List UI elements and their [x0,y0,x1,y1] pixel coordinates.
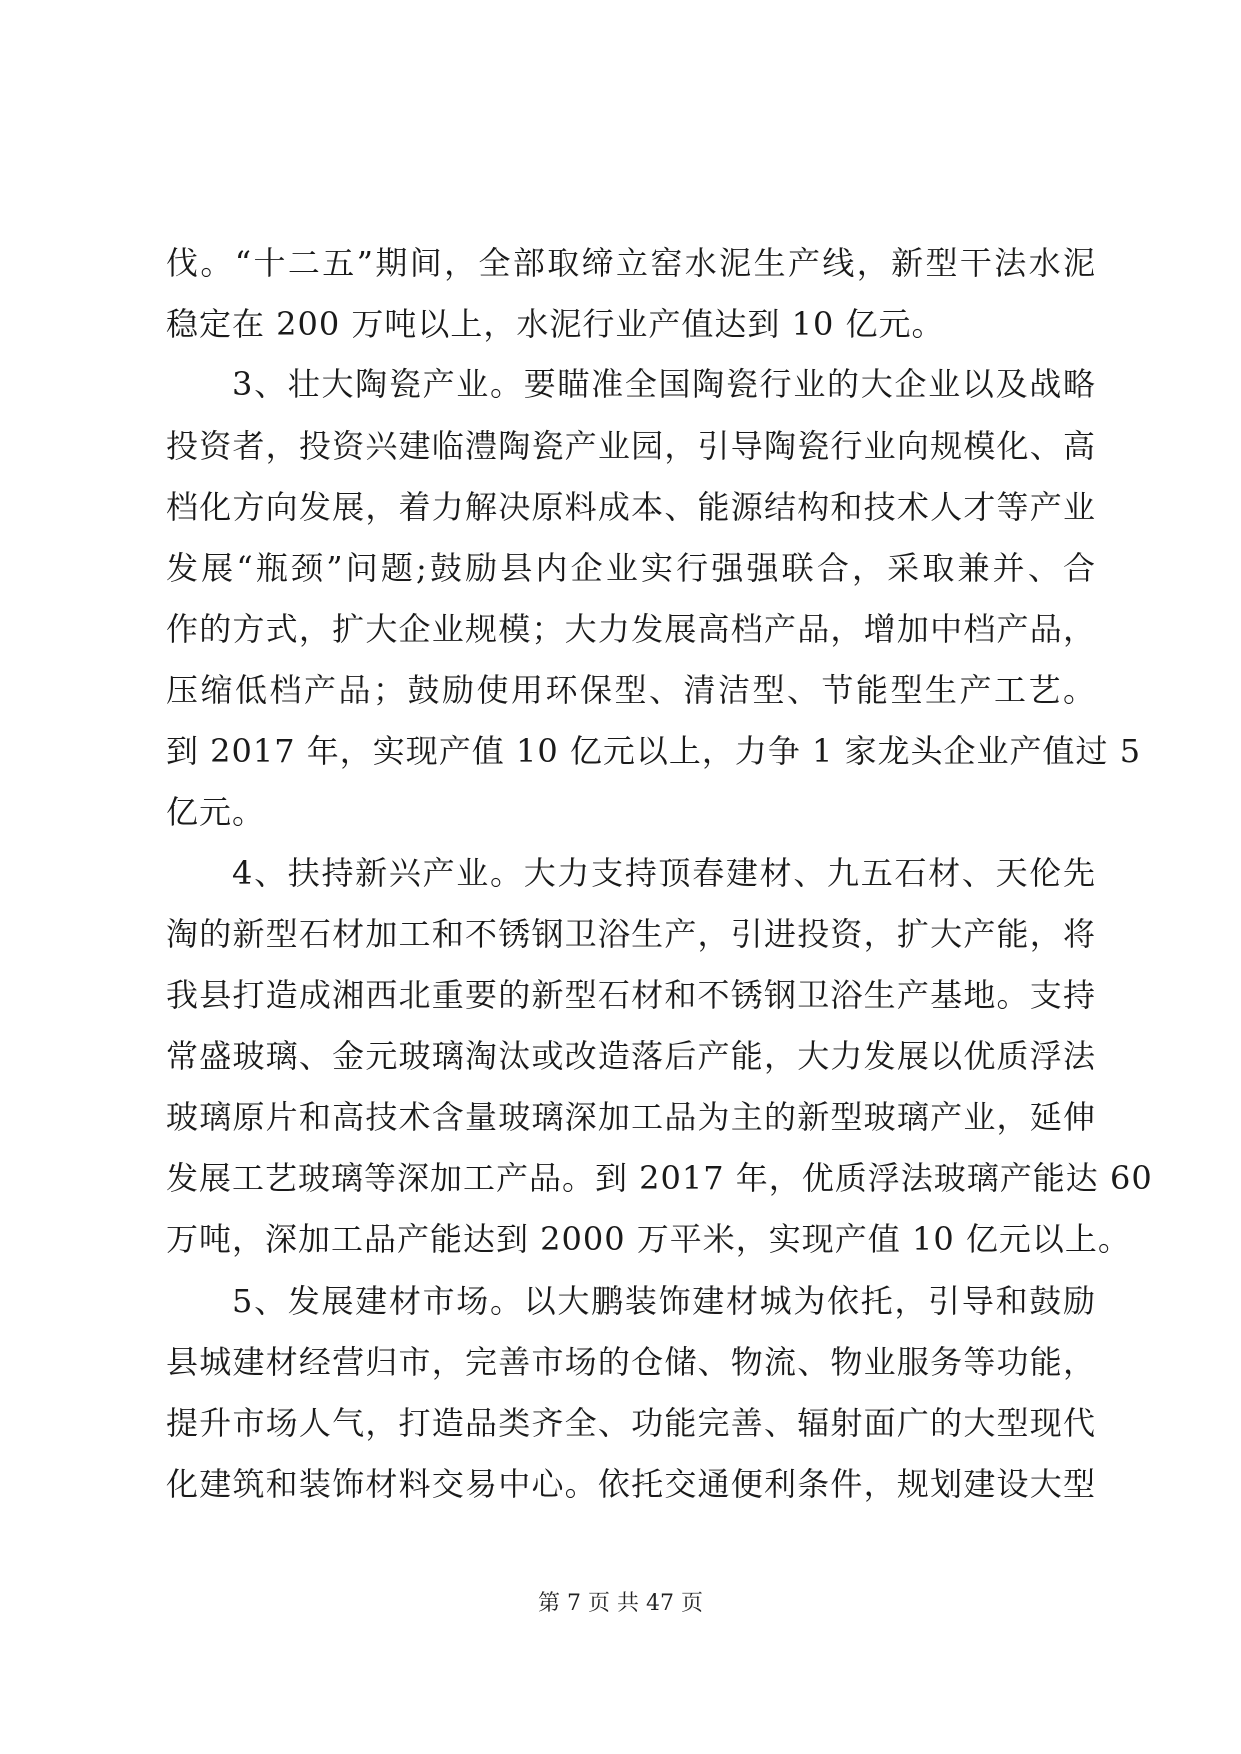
text-line: 伐。“十二五”期间，全部取缔立窑水泥生产线，新型干法水泥 [166,244,1096,282]
text-line: 玻璃原片和高技术含量玻璃深加工品为主的新型玻璃产业，延伸 [166,1098,1096,1136]
text-line: 到 2017 年，实现产值 10 亿元以上，力争 1 家龙头企业产值过 5 [166,732,1142,770]
text-line: 提升市场人气，打造品类齐全、功能完善、辐射面广的大型现代 [166,1404,1096,1442]
text-line: 亿元。 [166,793,266,831]
text-line: 县城建材经营归市，完善市场的仓储、物流、物业服务等功能， [166,1343,1096,1381]
text-line: 压缩低档产品；鼓励使用环保型、清洁型、节能型生产工艺。 [166,671,1096,709]
text-line: 3、壮大陶瓷产业。要瞄准全国陶瓷行业的大企业以及战略 [232,365,1096,403]
text-line: 万吨，深加工品产能达到 2000 万平米，实现产值 10 亿元以上。 [166,1220,1131,1258]
text-line: 稳定在 200 万吨以上，水泥行业产值达到 10 亿元。 [166,305,945,343]
text-line: 档化方向发展，着力解决原料成本、能源结构和技术人才等产业 [166,488,1096,526]
text-line: 淘的新型石材加工和不锈钢卫浴生产，引进投资，扩大产能，将 [166,915,1096,953]
text-line: 5、发展建材市场。以大鹏装饰建材城为依托，引导和鼓励 [232,1282,1096,1320]
text-line: 发展“瓶颈”问题;鼓励县内企业实行强强联合，采取兼并、合 [166,549,1096,587]
text-line: 作的方式，扩大企业规模；大力发展高档产品，增加中档产品， [166,610,1096,648]
text-line: 4、扶持新兴产业。大力支持顶春建材、九五石材、天伦先 [232,854,1096,892]
text-line: 发展工艺玻璃等深加工产品。到 2017 年，优质浮法玻璃产能达 60 [166,1159,1153,1197]
text-line: 化建筑和装饰材料交易中心。依托交通便利条件，规划建设大型 [166,1465,1096,1503]
text-line: 我县打造成湘西北重要的新型石材和不锈钢卫浴生产基地。支持 [166,976,1096,1014]
page-number-footer: 第 7 页 共 47 页 [538,1591,703,1616]
text-line: 投资者，投资兴建临澧陶瓷产业园，引导陶瓷行业向规模化、高 [166,427,1096,465]
text-line: 常盛玻璃、金元玻璃淘汰或改造落后产能，大力发展以优质浮法 [166,1037,1096,1075]
